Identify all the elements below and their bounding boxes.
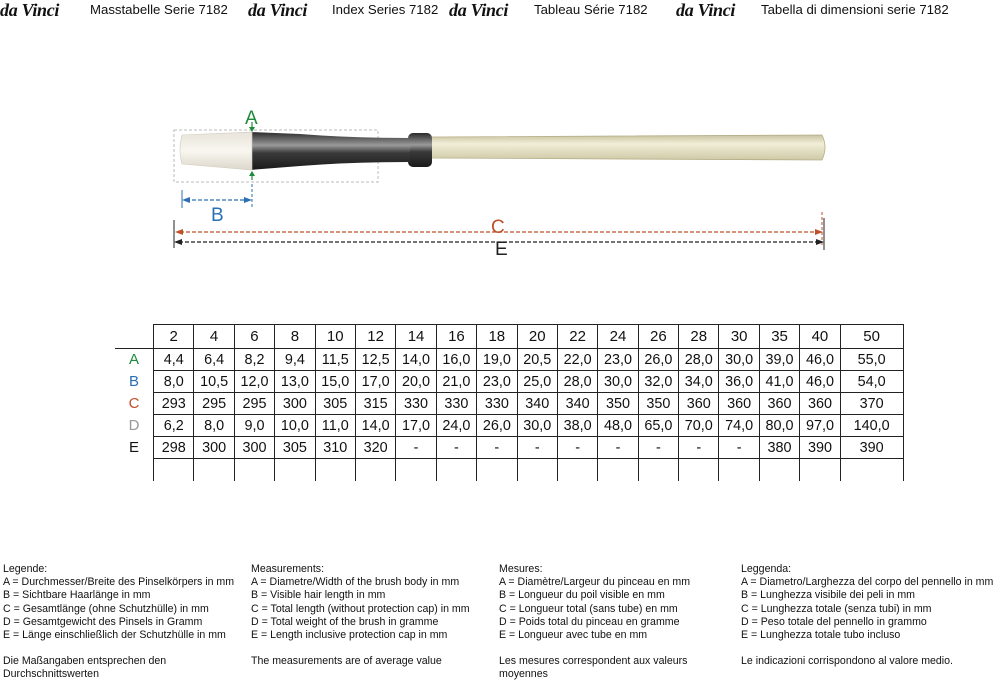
table-cell [477, 459, 517, 482]
table-cell: 70,0 [679, 415, 719, 437]
table-cell: 25,0 [517, 371, 557, 393]
table-cell [194, 459, 234, 482]
legend-line: C = Gesamtlänge (ohne Schutzhülle) in mm [3, 602, 209, 615]
size-header-cell: 16 [436, 325, 476, 349]
table-cell: 390 [840, 437, 903, 459]
table-cell: 20,5 [517, 349, 557, 371]
brand-logo: da Vinci [449, 0, 509, 20]
table-cell [436, 459, 476, 482]
legend-line: A = Durchmesser/Breite des Pinselkörpers in mm [3, 576, 235, 589]
table-cell: 298 [154, 437, 194, 459]
row-label: C [128, 395, 140, 412]
legend-line: B = Lunghezza visibile dei peli in mm [741, 589, 916, 602]
table-cell: - [517, 437, 557, 459]
table-cell: 8,0 [194, 415, 234, 437]
table-cell: - [638, 437, 678, 459]
table-cell: 20,0 [396, 371, 436, 393]
size-header-cell: 6 [234, 325, 274, 349]
table-cell: 55,0 [840, 349, 903, 371]
table-cell: 48,0 [598, 415, 638, 437]
table-cell: 41,0 [759, 371, 799, 393]
size-header-cell: 12 [355, 325, 395, 349]
size-header-cell: 20 [517, 325, 557, 349]
legend-line: B = Longueur du poil visible en mm [499, 589, 665, 602]
size-header-cell: 24 [598, 325, 638, 349]
ferrule-crimp [408, 133, 432, 167]
table-cell [517, 459, 557, 482]
table-cell: - [598, 437, 638, 459]
table-cell: 54,0 [840, 371, 903, 393]
row-label: A [128, 351, 139, 369]
table-cell [315, 459, 355, 482]
size-header-cell: 2 [154, 325, 194, 349]
table-cell [275, 459, 315, 482]
legend-line: D = Poids total du pinceau en gramme [499, 615, 680, 628]
legend-note: Die Maßangaben entsprechen den Durchschnittswerten [3, 655, 167, 681]
table-cell: 17,0 [355, 371, 395, 393]
brand-logo: da Vinci [0, 0, 60, 20]
table-cell: 12,5 [355, 349, 395, 371]
row-label [115, 459, 154, 482]
table-row [115, 393, 903, 415]
header-title-fr: Tableau Série 7182 [534, 2, 648, 17]
brush-diagram [0, 100, 1000, 260]
legend-title: Legende: [3, 563, 48, 575]
table-cell: 28,0 [679, 349, 719, 371]
label-b: B [211, 205, 224, 226]
legend-line: E = Length inclusive protection cap in mm [251, 629, 448, 642]
row-label: B [128, 373, 139, 390]
table-cell [840, 459, 903, 482]
table-cell: 330 [477, 393, 517, 415]
legend-line: E = Lunghezza totale tubo incluso [741, 629, 901, 642]
header-title-en: Index Series 7182 [332, 2, 439, 17]
table-cell: 15,0 [315, 371, 355, 393]
table-cell: 80,0 [759, 415, 799, 437]
table-cell: 38,0 [557, 415, 597, 437]
table-cell: - [436, 437, 476, 459]
legend-line: D = Gesamtgewicht des Pinsels in Gramm [3, 615, 203, 628]
brand-logo: da Vinci [676, 0, 736, 20]
size-header-row [115, 325, 903, 349]
legend-line: E = Longueur avec tube en mm [499, 629, 648, 642]
table-cell: 9,4 [275, 349, 315, 371]
table-cell: 11,0 [315, 415, 355, 437]
table-cell [396, 459, 436, 482]
size-header-cell: 10 [315, 325, 355, 349]
table-cell: 140,0 [840, 415, 903, 437]
label-a: A [245, 108, 258, 129]
table-corner [115, 325, 154, 349]
legend-line: D = Peso totale del pennello in grammo [741, 615, 927, 628]
table-row [115, 371, 903, 393]
arrow-e-right [816, 239, 824, 245]
table-cell: 34,0 [679, 371, 719, 393]
table-cell [759, 459, 799, 482]
table-cell: 23,0 [598, 349, 638, 371]
legend-fr [499, 563, 729, 682]
size-header-cell: 26 [638, 325, 678, 349]
table-cell: - [557, 437, 597, 459]
table-cell [234, 459, 274, 482]
size-header-cell: 28 [679, 325, 719, 349]
table-cell: - [719, 437, 759, 459]
table-cell: 293 [154, 393, 194, 415]
table-cell: 12,0 [234, 371, 274, 393]
arrow-c-left [175, 229, 183, 235]
table-cell: 30,0 [598, 371, 638, 393]
table-cell [679, 459, 719, 482]
table-cell: 26,0 [638, 349, 678, 371]
table-cell: 6,2 [154, 415, 194, 437]
row-label: D [128, 417, 140, 434]
legend-line: A = Diametre/Width of the brush body in mm [251, 576, 460, 589]
brush-handle [430, 135, 825, 160]
size-header-cell: 8 [275, 325, 315, 349]
legend-line: A = Diametro/Larghezza del corpo del pennello in mm [741, 576, 994, 589]
legend-title: Mesures: [499, 563, 543, 575]
table-cell: 32,0 [638, 371, 678, 393]
table-cell: 8,0 [154, 371, 194, 393]
table-cell: 380 [759, 437, 799, 459]
table-cell: 13,0 [275, 371, 315, 393]
brush-bristles [180, 132, 252, 170]
table-cell: 300 [275, 393, 315, 415]
legend-it [741, 563, 996, 668]
table-cell: 300 [194, 437, 234, 459]
label-e: E [495, 239, 508, 260]
legend-note: The measurements are of average value [251, 655, 442, 668]
table-cell: 10,0 [275, 415, 315, 437]
table-cell: 340 [557, 393, 597, 415]
legend-line: C = Longueur total (sans tube) en mm [499, 602, 678, 615]
label-c: C [491, 217, 505, 238]
arrow-e-left [174, 239, 182, 245]
table-cell: 26,0 [477, 415, 517, 437]
table-cell: 330 [436, 393, 476, 415]
table-cell: 36,0 [719, 371, 759, 393]
legend-line: D = Total weight of the brush in gramme [251, 615, 439, 628]
legend-line: B = Sichtbare Haarlänge in mm [3, 589, 151, 602]
table-cell: 295 [234, 393, 274, 415]
table-cell: 30,0 [719, 349, 759, 371]
table-cell: 8,2 [234, 349, 274, 371]
table-cell: 11,5 [315, 349, 355, 371]
table-cell: 21,0 [436, 371, 476, 393]
size-header-cell: 18 [477, 325, 517, 349]
table-cell: 6,4 [194, 349, 234, 371]
table-cell: 65,0 [638, 415, 678, 437]
table-cell [638, 459, 678, 482]
legend-title: Measurements: [251, 563, 325, 575]
table-cell: 320 [355, 437, 395, 459]
header-title-de: Masstabelle Serie 7182 [90, 2, 228, 17]
size-header-cell: 30 [719, 325, 759, 349]
size-header-cell: 4 [194, 325, 234, 349]
table-cell [557, 459, 597, 482]
legend-en [251, 563, 481, 668]
table-cell: 315 [355, 393, 395, 415]
table-row [115, 415, 903, 437]
arrow-b-right [244, 197, 252, 203]
table-cell: 30,0 [517, 415, 557, 437]
table-cell: 305 [275, 437, 315, 459]
size-header-cell: 50 [840, 325, 903, 349]
table-cell: 360 [800, 393, 840, 415]
table-cell: 390 [800, 437, 840, 459]
table-cell: 305 [315, 393, 355, 415]
size-header-cell: 14 [396, 325, 436, 349]
brand-logo: da Vinci [248, 0, 308, 20]
size-header-cell: 22 [557, 325, 597, 349]
table-cell: 23,0 [477, 371, 517, 393]
table-cell: 350 [598, 393, 638, 415]
table-cell: - [396, 437, 436, 459]
table-cell: 74,0 [719, 415, 759, 437]
table-cell: 28,0 [557, 371, 597, 393]
header-bar [0, 0, 1000, 20]
table-cell [598, 459, 638, 482]
legend-note: Le indicazioni corrispondono al valore medio. [741, 655, 953, 668]
arrow-b-left [182, 197, 190, 203]
table-cell [355, 459, 395, 482]
brush-ferrule [250, 132, 410, 170]
table-row [115, 349, 903, 371]
table-cell: 39,0 [759, 349, 799, 371]
table-row-empty [115, 459, 903, 482]
table-cell [154, 459, 194, 482]
table-cell: 370 [840, 393, 903, 415]
table-cell: 360 [679, 393, 719, 415]
table-cell: 22,0 [557, 349, 597, 371]
table-cell: 360 [759, 393, 799, 415]
size-header-cell: 35 [759, 325, 799, 349]
table-cell: 300 [234, 437, 274, 459]
legend-line: C = Lunghezza totale (senza tubi) in mm [741, 602, 932, 615]
legend-de [3, 563, 234, 682]
table-cell [719, 459, 759, 482]
legend-note: Les mesures correspondent aux valeurs moyennes [499, 655, 688, 681]
table-cell: 46,0 [800, 349, 840, 371]
table-cell: 295 [194, 393, 234, 415]
row-label: E [128, 439, 139, 456]
table-cell: 24,0 [436, 415, 476, 437]
table-cell: 16,0 [436, 349, 476, 371]
table-cell: 17,0 [396, 415, 436, 437]
table-cell: 4,4 [154, 349, 194, 371]
legend-line: A = Diamètre/Largeur du pinceau en mm [499, 576, 691, 589]
table-row [115, 437, 903, 459]
table-cell: 330 [396, 393, 436, 415]
table-cell: 97,0 [800, 415, 840, 437]
header-title-it: Tabella di dimensioni serie 7182 [761, 2, 949, 17]
table-cell: 14,0 [355, 415, 395, 437]
table-cell: 340 [517, 393, 557, 415]
table-cell: - [679, 437, 719, 459]
table-cell: 310 [315, 437, 355, 459]
table-cell: - [477, 437, 517, 459]
table-cell [800, 459, 840, 482]
legend-line: C = Total length (without protection cap) in mm [251, 602, 470, 615]
table-cell: 10,5 [194, 371, 234, 393]
table-cell: 14,0 [396, 349, 436, 371]
table-cell: 9,0 [234, 415, 274, 437]
legend-line: E = Länge einschließlich der Schutzhülle in mm [3, 629, 226, 642]
table-cell: 350 [638, 393, 678, 415]
table-cell: 19,0 [477, 349, 517, 371]
legend-title: Leggenda: [741, 563, 792, 575]
size-table [115, 324, 904, 481]
size-header-cell: 40 [800, 325, 840, 349]
legend-line: B = Visible hair length in mm [251, 589, 386, 602]
table-cell: 46,0 [800, 371, 840, 393]
table-cell: 360 [719, 393, 759, 415]
